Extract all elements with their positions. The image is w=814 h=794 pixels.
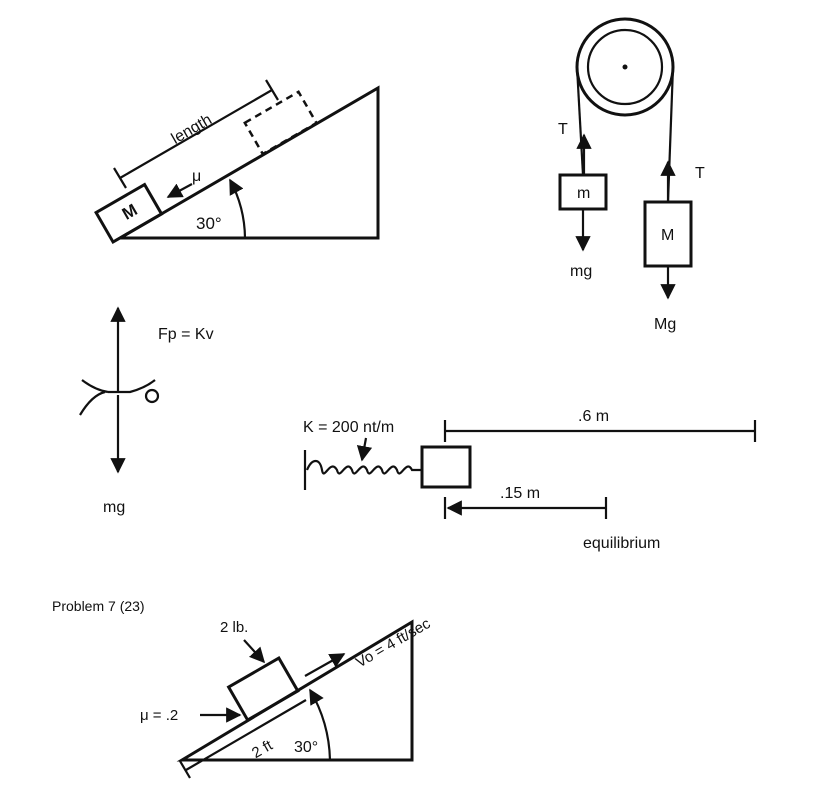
- angle-label-2: 30°: [294, 739, 319, 756]
- small-mass-label: m: [577, 185, 591, 202]
- block-weight-label: 2 lb.: [220, 619, 249, 636]
- drag-force-label: Fp = Kv: [158, 326, 214, 343]
- equilibrium-label: equilibrium: [583, 535, 661, 552]
- mu-label: μ: [192, 168, 202, 185]
- drag-weight-label: mg: [103, 499, 126, 516]
- pulley-diagram: [558, 19, 705, 333]
- spring-coil: [307, 461, 422, 473]
- weight-label-large: Mg: [654, 316, 677, 333]
- spring-block: [422, 447, 470, 487]
- weight-label-small: mg: [570, 263, 593, 280]
- weight-pointer-arrow: [244, 640, 264, 662]
- short-dist-label: .15 m: [500, 485, 541, 502]
- block-m-label: M: [118, 200, 141, 224]
- angle-label-1: 30°: [196, 214, 222, 233]
- spring-pointer-arrow: [362, 438, 366, 460]
- problem-7-diagram: [52, 598, 434, 778]
- length-tick-left: [114, 168, 126, 188]
- tension-label-left: T: [558, 121, 568, 138]
- object-circle: [146, 390, 158, 402]
- velocity-label: Vo = 4 ft/sec: [352, 615, 434, 672]
- length-label: length: [168, 111, 215, 148]
- distance-label: 2 ft: [249, 736, 276, 763]
- spring-k-label: K = 200 nt/m: [303, 419, 395, 436]
- large-mass-label: M: [661, 227, 675, 244]
- mu-arrow: [168, 184, 192, 197]
- drag-force-diagram: [80, 308, 214, 516]
- long-dist-label: .6 m: [578, 408, 610, 425]
- incline-diagram-1: [96, 80, 378, 242]
- problem-7-title: Problem 7 (23): [52, 598, 145, 614]
- tension-label-right: T: [695, 165, 705, 182]
- object-left-curve: [80, 380, 108, 415]
- angle-arc: [230, 180, 245, 238]
- mu-friction-label: μ = .2: [140, 707, 179, 724]
- length-tick-right: [266, 80, 278, 100]
- spring-diagram: [303, 408, 755, 552]
- pulley-axle: [623, 65, 628, 70]
